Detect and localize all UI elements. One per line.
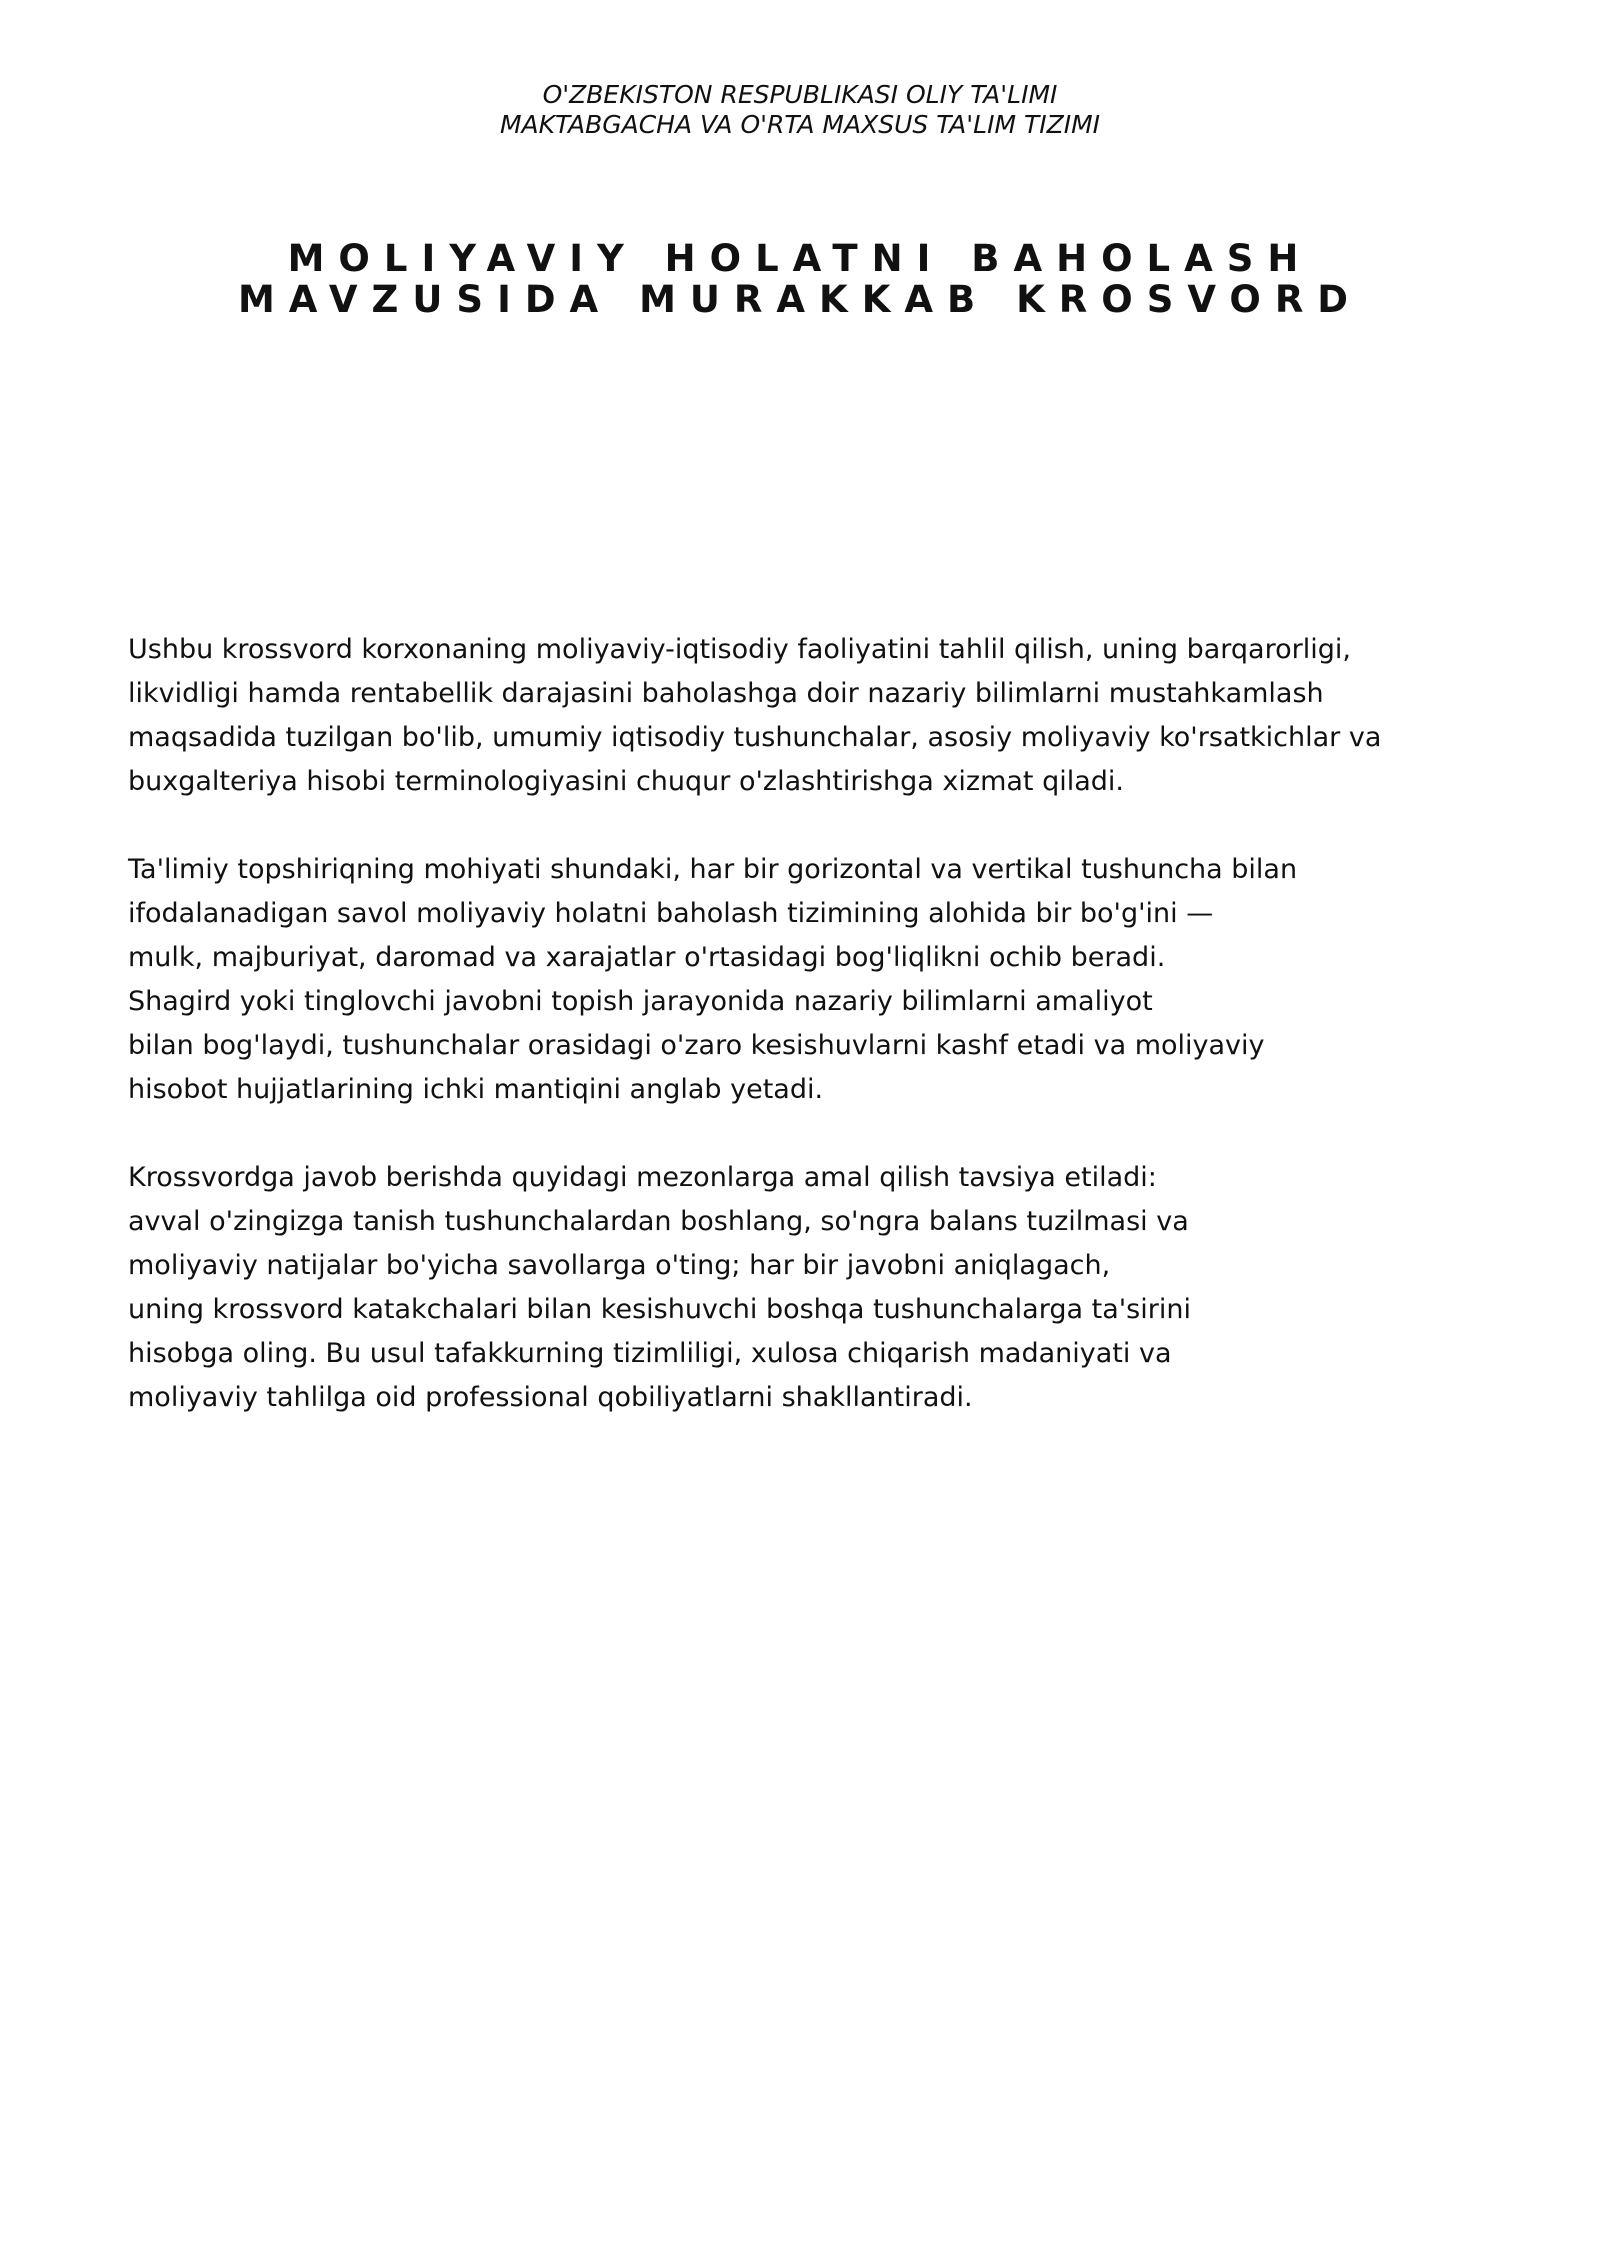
paragraph-line: Shagird yoki tinglovchi javobni topish jarayonida nazariy bilimlarni amaliyot	[128, 986, 1153, 1017]
header-line-2: MAKTABGACHA VA O'RTA MAXSUS TA'LIM TIZIMI	[499, 110, 1101, 139]
paragraph-line: maqsadida tuzilgan bo'lib, umumiy iqtisodiy tushunchalar, asosiy moliyaviy ko'rsatkichlar va	[128, 722, 1382, 753]
header-line-1: O'ZBEKISTON RESPUBLIKASI OLIY TA'LIMI	[542, 80, 1058, 109]
paragraph-line: hisobot hujjatlarining ichki mantiqini anglab yetadi.	[128, 1074, 824, 1105]
paragraph-line: bilan bog'laydi, tushunchalar orasidagi o'zaro kesishuvlarni kashf etadi va moliyaviy	[128, 1030, 1265, 1061]
paragraph-line: Krossvordga javob berishda quyidagi mezonlarga amal qilish tavsiya etiladi:	[128, 1162, 1157, 1193]
paragraph-line: avval o'zingizga tanish tushunchalardan boshlang, so'ngra balans tuzilmasi va	[128, 1206, 1189, 1237]
body-text	[128, 628, 1528, 1464]
title-line-2: MAVZUSIDA MURAKKAB KROSVORD	[237, 278, 1363, 321]
paragraph-line: hisobga oling. Bu usul tafakkurning tizimliligi, xulosa chiqarish madaniyati va	[128, 1338, 1172, 1369]
paragraph-line: Ta'limiy topshiriqning mohiyati shundaki, har bir gorizontal va vertikal tushuncha bilan	[128, 854, 1298, 885]
paragraph-line: buxgalteriya hisobi terminologiyasini chuqur o'zlashtirishga xizmat qiladi.	[128, 766, 1125, 797]
paragraph-task	[128, 848, 1528, 1112]
paragraph-line: mulk, majburiyat, daromad va xarajatlar o'rtasidagi bog'liqlikni ochib beradi.	[128, 942, 1166, 973]
paragraph-line: ifodalanadigan savol moliyaviy holatni baholash tizimining alohida bir bo'g'ini —	[128, 898, 1214, 929]
paragraph-line: likvidligi hamda rentabellik darajasini baholashga doir nazariy bilimlarni mustahkamlash	[128, 678, 1324, 709]
institution-header	[0, 80, 1600, 140]
paragraph-line: moliyaviy tahlilga oid professional qobiliyatlarni shakllantiradi.	[128, 1382, 973, 1413]
paragraph-line: uning krossvord katakchalari bilan kesishuvchi boshqa tushunchalarga ta'sirini	[128, 1294, 1191, 1325]
document-title	[0, 238, 1600, 320]
paragraph-intro	[128, 628, 1528, 804]
paragraph-recommendations	[128, 1156, 1528, 1420]
title-line-1: MOLIYAVIY HOLATNI BAHOLASH	[287, 237, 1313, 280]
paragraph-line: Ushbu krossvord korxonaning moliyaviy-iqtisodiy faoliyatini tahlil qilish, uning barqarorligi,	[128, 634, 1351, 665]
paragraph-line: moliyaviy natijalar bo'yicha savollarga o'ting; har bir javobni aniqlagach,	[128, 1250, 1111, 1281]
